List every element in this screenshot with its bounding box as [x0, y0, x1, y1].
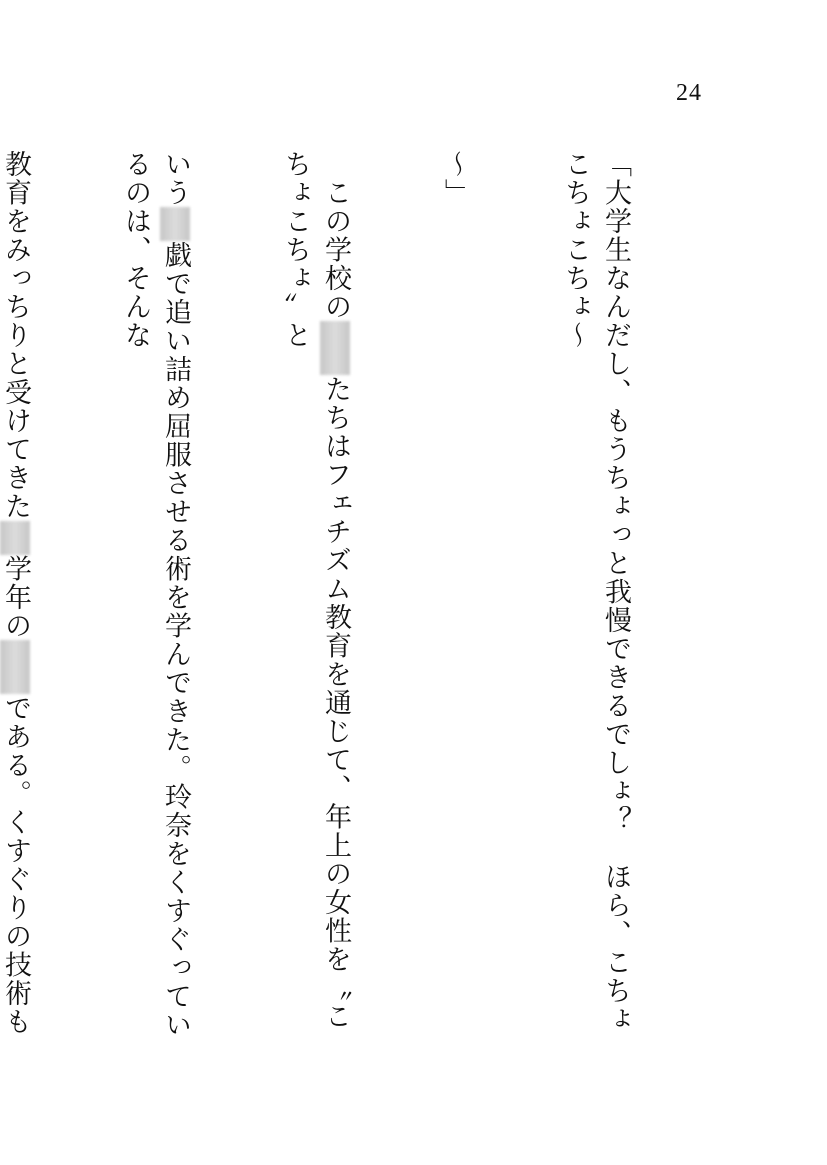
text-column-3 [275, 150, 355, 1050]
censor-mark [320, 321, 350, 375]
text-segment: 戯で追い詰め屈服させる術を学んできた。玲奈をくすぐっているのは、そんな [120, 150, 191, 1039]
text-column-2: ～」 [440, 150, 471, 207]
text-segment: たちはフェチズム教育を通じて、年上の女性を〝こちょこちょ〟と [280, 150, 351, 1031]
vertical-text-body [0, 150, 715, 1050]
text-column-4 [115, 150, 195, 1050]
censor-mark [160, 207, 190, 241]
text-segment: いう [160, 150, 191, 207]
text-segment: この学校の [320, 150, 351, 321]
text-column-1: 「大学生なんだし、もうちょっと我慢できるでしょ？ ほら、こちょこちょこちょ～ [560, 150, 631, 1034]
text-segment: である。くすぐりの技術も [0, 694, 31, 1036]
censor-mark [0, 521, 30, 555]
censor-mark [0, 640, 30, 694]
text-segment: 教育をみっちりと受けてきた [0, 150, 31, 521]
page-number: 24 [676, 80, 702, 106]
text-column-5 [0, 150, 35, 1050]
text-segment: 学年の [0, 554, 31, 640]
